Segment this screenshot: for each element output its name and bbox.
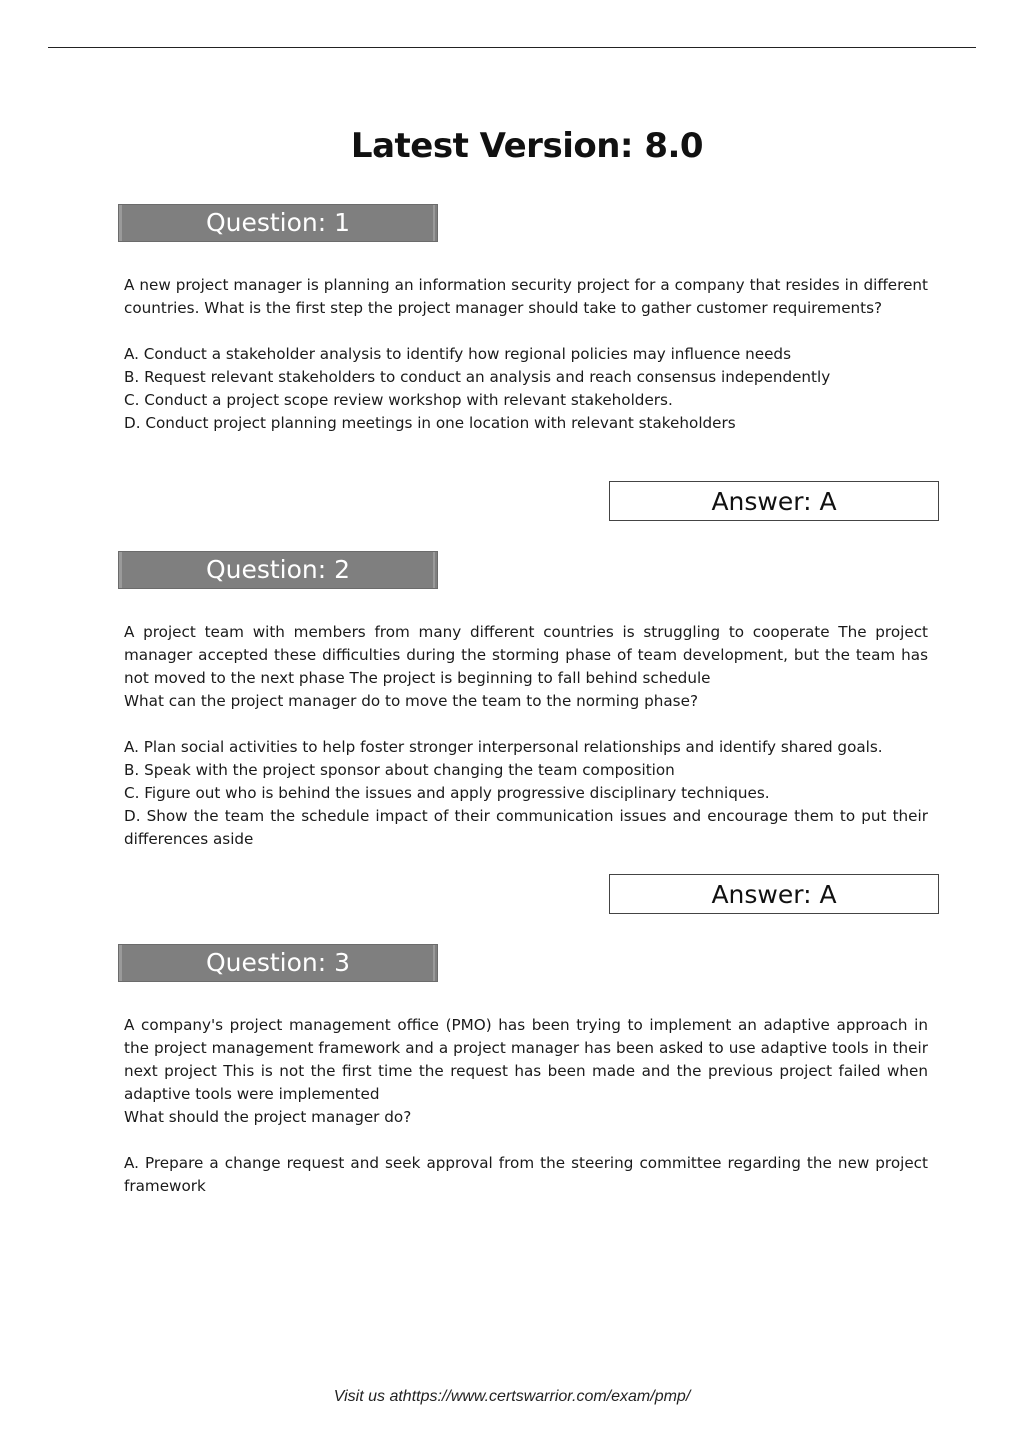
question-2-heading: Question: 2 [118,551,438,589]
question-3-option-a: A. Prepare a change request and seek approval from the steering committee regarding the new project framework [124,1154,928,1195]
question-2-answer: Answer: A [609,874,939,914]
question-3-stem: A company's project management office (PMO) has been trying to implement an adaptive approach in the project management framework and a project manager has been asked to use adaptive tools in their next project This is not the first time the request has been made and the previous project failed when adaptive tools were implemented [124,1016,928,1103]
question-1-answer: Answer: A [609,481,939,521]
question-3-prompt: What should the project manager do? [124,1108,412,1126]
footer-link[interactable]: Visit us athttps://www.certswarrior.com/exam/pmp/ [333,1388,691,1405]
question-1-body [124,274,928,435]
question-2-option-d: D. Show the team the schedule impact of their communication issues and encourage them to put their differences aside [124,807,928,848]
question-1-option-b: B. Request relevant stakeholders to conduct an analysis and reach consensus independently [124,368,831,386]
question-2-prompt: What can the project manager do to move the team to the norming phase? [124,692,699,710]
question-1-option-c: C. Conduct a project scope review workshop with relevant stakeholders. [124,391,673,409]
question-2-option-b: B. Speak with the project sponsor about changing the team composition [124,761,675,779]
question-1-heading: Question: 1 [118,204,438,242]
question-1-stem: A new project manager is planning an information security project for a company that resides in different countries. What is the first step the project manager should take to gather customer requirements? [124,276,928,317]
question-2-option-c: C. Figure out who is behind the issues and apply progressive disciplinary techniques. [124,784,770,802]
question-2-stem: A project team with members from many different countries is struggling to cooperate The project manager accepted these difficulties during the storming phase of team development, but the team has not moved to the next phase The project is beginning to fall behind schedule [124,623,928,687]
header-rule [48,47,976,48]
page-title: Latest Version: 8.0 [350,126,704,166]
question-3-body [124,1014,928,1198]
question-1-option-a: A. Conduct a stakeholder analysis to identify how regional policies may influence needs [124,345,791,363]
question-2-body [124,621,928,851]
question-1-option-d: D. Conduct project planning meetings in one location with relevant stakeholders [124,414,736,432]
question-2-option-a: A. Plan social activities to help foster stronger interpersonal relationships and identify shared goals. [124,738,883,756]
question-3-heading: Question: 3 [118,944,438,982]
